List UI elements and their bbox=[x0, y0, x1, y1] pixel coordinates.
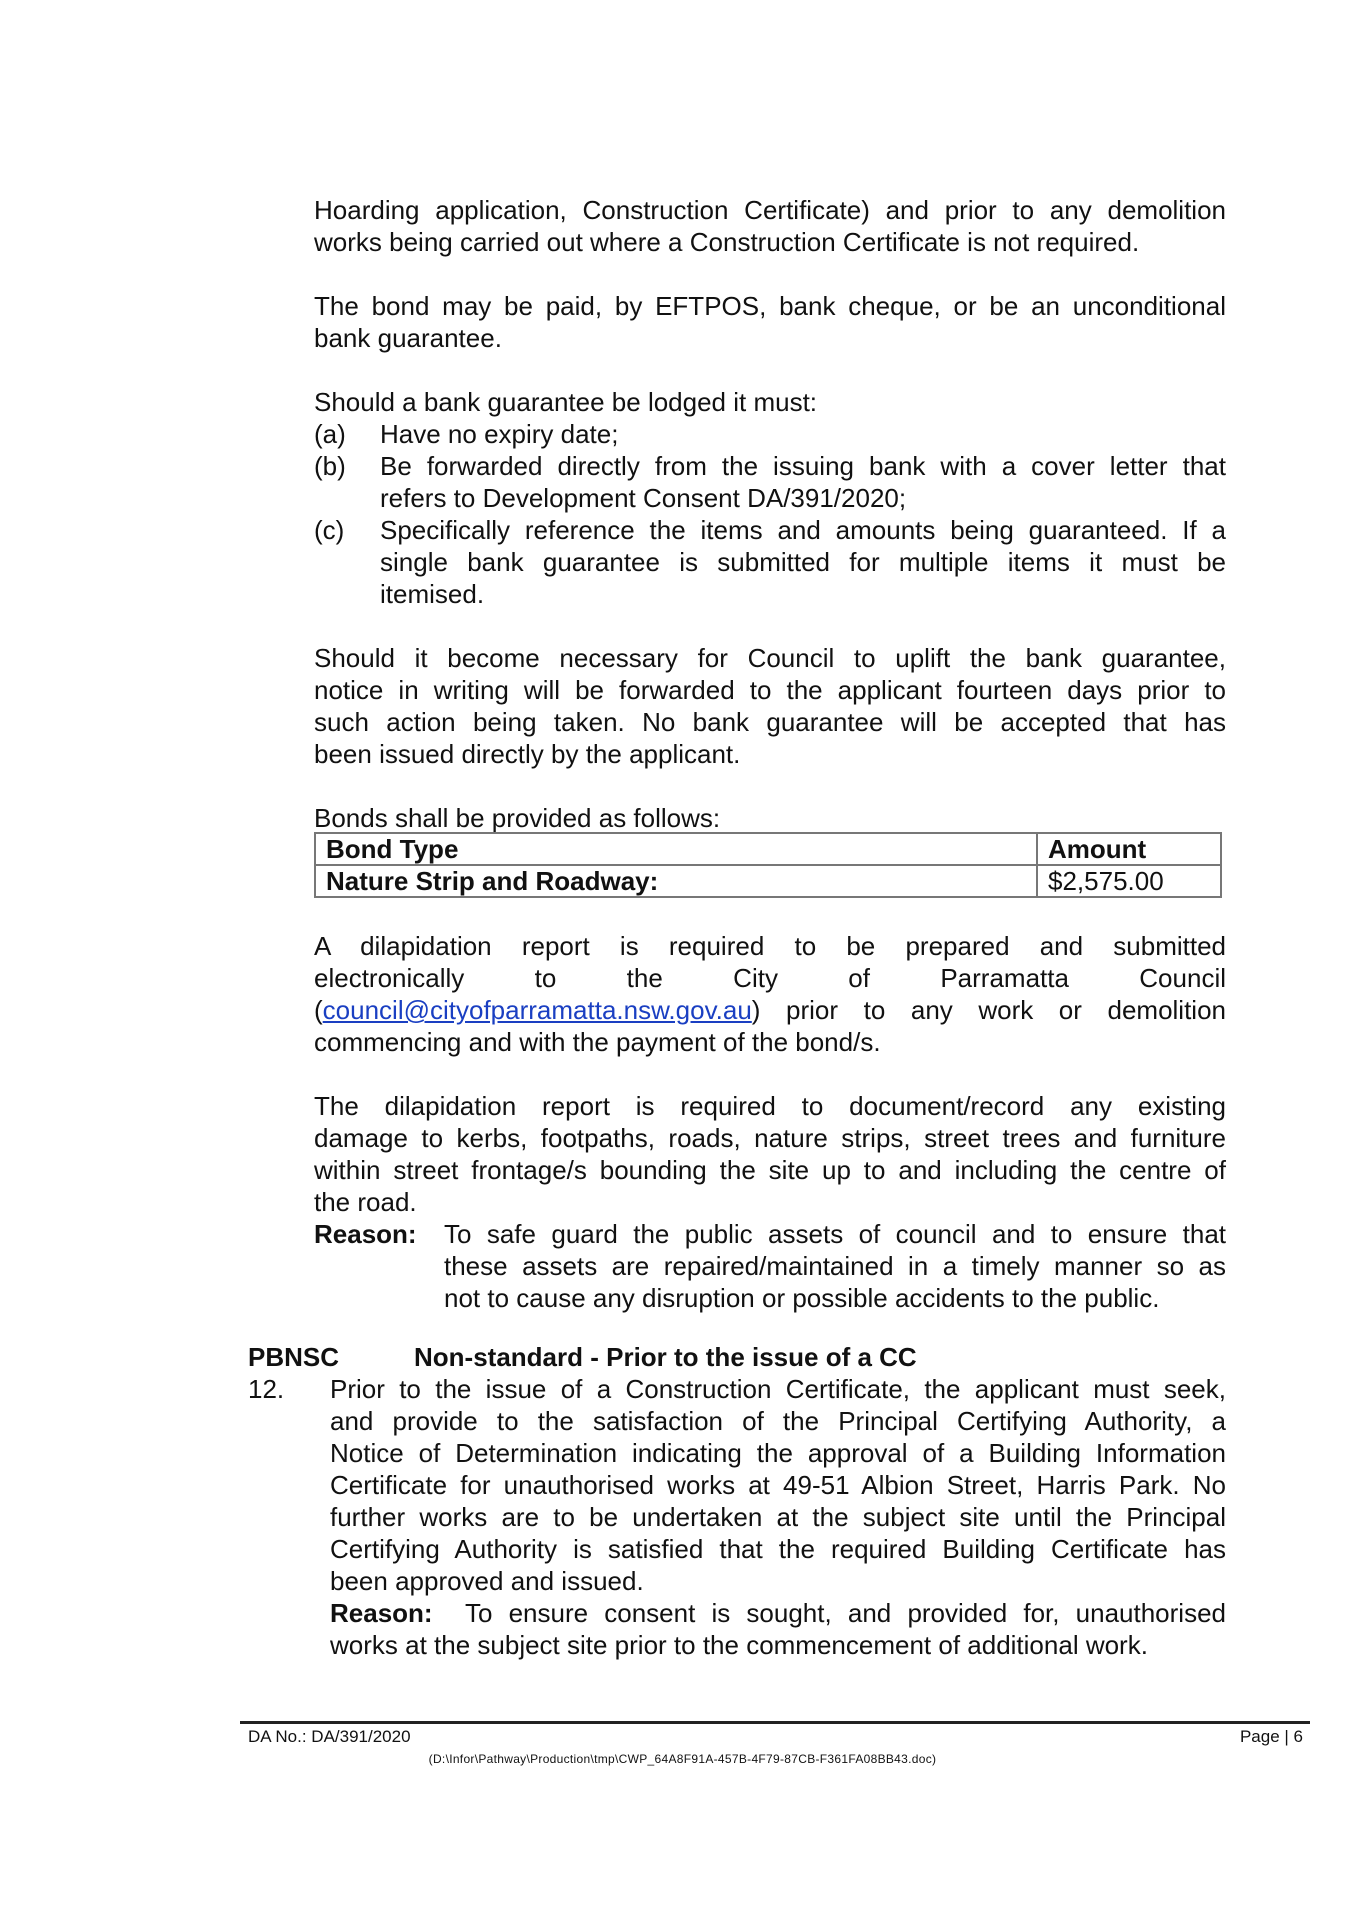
text-line: Should it become necessary for Council to uplift the bank guarantee, bbox=[314, 643, 1226, 673]
condition-12-text bbox=[330, 1373, 1226, 1597]
text-line: Certifying Authority is satisfied that the required Building Certificate has bbox=[330, 1534, 1226, 1564]
list-item-b bbox=[314, 450, 1226, 514]
text-line: not to cause any disruption or possible accidents to the public. bbox=[444, 1283, 1160, 1313]
text-line: and provide to the satisfaction of the Principal Certifying Authority, a bbox=[330, 1406, 1226, 1436]
text-line: commencing and with the payment of the bond/s. bbox=[314, 1027, 881, 1057]
condition-number: 12. bbox=[248, 1374, 285, 1404]
text-line: bank guarantee. bbox=[314, 323, 502, 353]
text-line: further works are to be undertaken at the subject site until the Principal bbox=[330, 1502, 1226, 1532]
text-line: Be forwarded directly from the issuing bank with a cover letter that bbox=[380, 451, 1226, 481]
council-email-link[interactable]: council@cityofparramatta.nsw.gov.au bbox=[322, 995, 752, 1025]
text-line: Certificate for unauthorised works at 49-51 Albion Street, Harris Park. No bbox=[330, 1470, 1226, 1500]
text-line: works at the subject site prior to the commencement of additional work. bbox=[330, 1630, 1148, 1660]
text-line: The bond may be paid, by EFTPOS, bank cheque, or be an unconditional bbox=[314, 291, 1226, 321]
text-line: these assets are repaired/maintained in a timely manner so as bbox=[444, 1251, 1226, 1281]
header-bond-type: Bond Type bbox=[315, 833, 1037, 865]
reason-text bbox=[444, 1218, 1226, 1314]
guarantee-list bbox=[314, 418, 1226, 610]
amount-cell: $2,575.00 bbox=[1037, 865, 1221, 897]
dilapidation-paragraph-2 bbox=[314, 1090, 1226, 1218]
dilapidation-paragraph-1 bbox=[314, 930, 1226, 1058]
text-line: electronically to the City of Parramatta Council bbox=[314, 963, 1226, 993]
text-line: Prior to the issue of a Construction Certificate, the applicant must seek, bbox=[330, 1374, 1226, 1404]
footer-divider bbox=[240, 1721, 1310, 1724]
reason-label: Reason: bbox=[330, 1598, 433, 1628]
footer-file-path: (D:\Infor\Pathway\Production\tmp\CWP_64A8F91A-457B-4F79-87CB-F361FA08BB43.doc) bbox=[428, 1752, 937, 1766]
text-line: Hoarding application, Construction Certificate) and prior to any demolition bbox=[314, 195, 1226, 225]
bond-payment-paragraph bbox=[314, 290, 1226, 354]
text-line: within street frontage/s bounding the site up to and including the centre of bbox=[314, 1155, 1226, 1185]
footer-da-number: DA No.: DA/391/2020 bbox=[248, 1727, 411, 1746]
text-line: A dilapidation report is required to be prepared and submitted bbox=[314, 931, 1226, 961]
uplift-paragraph bbox=[314, 642, 1226, 770]
section-code: PBNSC bbox=[248, 1342, 340, 1372]
list-item-a bbox=[314, 418, 1226, 450]
guarantee-intro: Should a bank guarantee be lodged it must: bbox=[314, 387, 818, 417]
text-line: itemised. bbox=[380, 579, 485, 609]
text-line: notice in writing will be forwarded to the applicant fourteen days prior to bbox=[314, 675, 1226, 705]
text-line: Notice of Determination indicating the approval of a Building Information bbox=[330, 1438, 1226, 1468]
reason-block-1 bbox=[314, 1218, 1226, 1314]
bonds-intro: Bonds shall be provided as follows: bbox=[314, 803, 721, 833]
text-line: single bank guarantee is submitted for multiple items it must be bbox=[380, 547, 1226, 577]
section-title: Non-standard - Prior to the issue of a CC bbox=[414, 1342, 917, 1372]
list-label: (c) bbox=[314, 515, 345, 545]
table-row bbox=[315, 865, 1221, 897]
header-amount: Amount bbox=[1037, 833, 1221, 865]
bonds-table bbox=[314, 832, 1222, 898]
text-line: the road. bbox=[314, 1187, 417, 1217]
text-line: Have no expiry date; bbox=[380, 419, 619, 449]
reason-first-line: Reason: To ensure consent is sought, and provided for, unauthorised bbox=[330, 1598, 1226, 1628]
text-line: damage to kerbs, footpaths, roads, nature strips, street trees and furniture bbox=[314, 1123, 1226, 1153]
text-line: The dilapidation report is required to document/record any existing bbox=[314, 1091, 1226, 1121]
text-line: Specifically reference the items and amounts being guaranteed. If a bbox=[380, 515, 1226, 545]
text-line: refers to Development Consent DA/391/2020; bbox=[380, 483, 907, 513]
text-line: such action being taken. No bank guarantee will be accepted that has bbox=[314, 707, 1226, 737]
bond-type-cell: Nature Strip and Roadway: bbox=[315, 865, 1037, 897]
footer-page-number: Page | 6 bbox=[1239, 1727, 1303, 1746]
text-line-email: (council@cityofparramatta.nsw.gov.au) prior to any work or demolition bbox=[314, 995, 1226, 1025]
reason-label: Reason: bbox=[314, 1219, 417, 1249]
list-item-c bbox=[314, 514, 1226, 610]
table-header-row bbox=[315, 833, 1221, 865]
text-line: works being carried out where a Construction Certificate is not required. bbox=[314, 227, 1140, 257]
text-line: been issued directly by the applicant. bbox=[314, 739, 741, 769]
list-label: (b) bbox=[314, 451, 346, 481]
intro-paragraph bbox=[314, 194, 1226, 258]
reason-block-2 bbox=[330, 1597, 1226, 1661]
text-line: To safe guard the public assets of council and to ensure that bbox=[444, 1219, 1226, 1249]
list-label: (a) bbox=[314, 419, 346, 449]
text-line: been approved and issued. bbox=[330, 1566, 644, 1596]
